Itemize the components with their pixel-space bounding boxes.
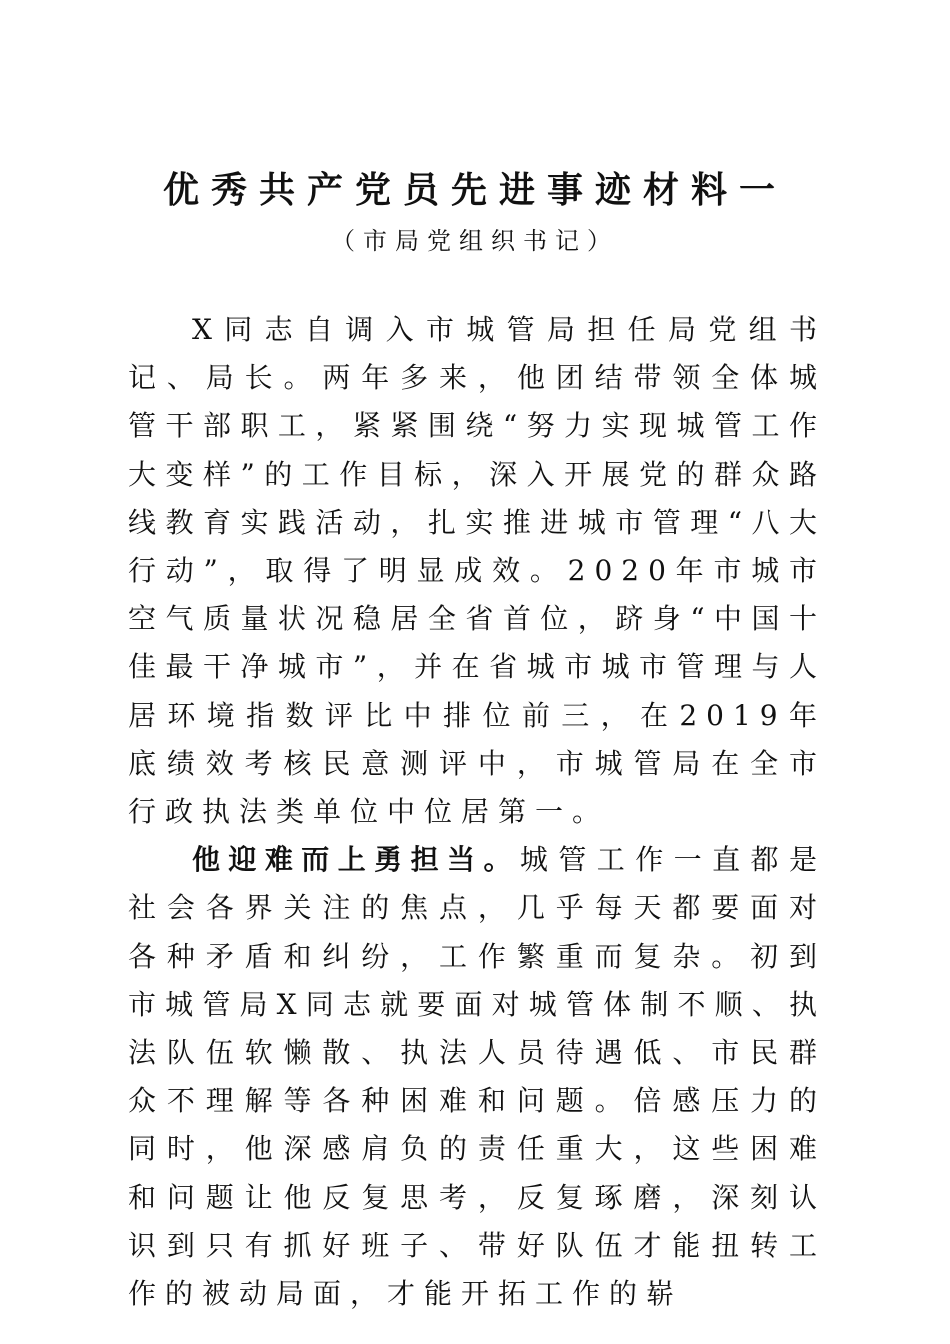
paragraph-1 — [128, 306, 826, 836]
document-subtitle: （市局党组织书记） — [331, 227, 619, 255]
paragraph-2 — [128, 836, 826, 1318]
paragraph-2-text: 城管工作一直都是社会各界关注的焦点，几乎每天都要面对各种矛盾和纠纷，工作繁重而复杂。初到市城管局X同志就要面对城管体制不顺、执法队伍软懒散、执法人员待遇低、市民群众不理解等各种困难和问题。倍感压力的同时，他深感肩负的责任重大，这些困难和问题让他反复思考，反复琢磨，深刻认识到只有抓好班子、带好队伍才能扭转工作的被动局面，才能开拓工作的崭 — [128, 843, 826, 1311]
document-title: 优秀共产党员先进事迹材料一 — [162, 169, 787, 211]
paragraph-2-lead: 他迎难而上勇担当。 — [192, 843, 520, 877]
paragraph-1-text: X同志自调入市城管局担任局党组书记、局长。两年多来，他团结带领全体城管干部职工，紧紧围绕“努力实现城管工作大变样”的工作目标，深入开展党的群众路线教育实践活动，扎实推进城市管理“八大行动”，取得了明显成效。2020年市城市空气质量状况稳居全省首位，跻身“中国十佳最干净城市”，并在省城市城市管理与人居环境指数评比中排位前三，在2019年底绩效考核民意测评中，市城管局在全市行政执法类单位中位居第一。 — [128, 313, 826, 829]
document-body — [128, 306, 826, 1318]
